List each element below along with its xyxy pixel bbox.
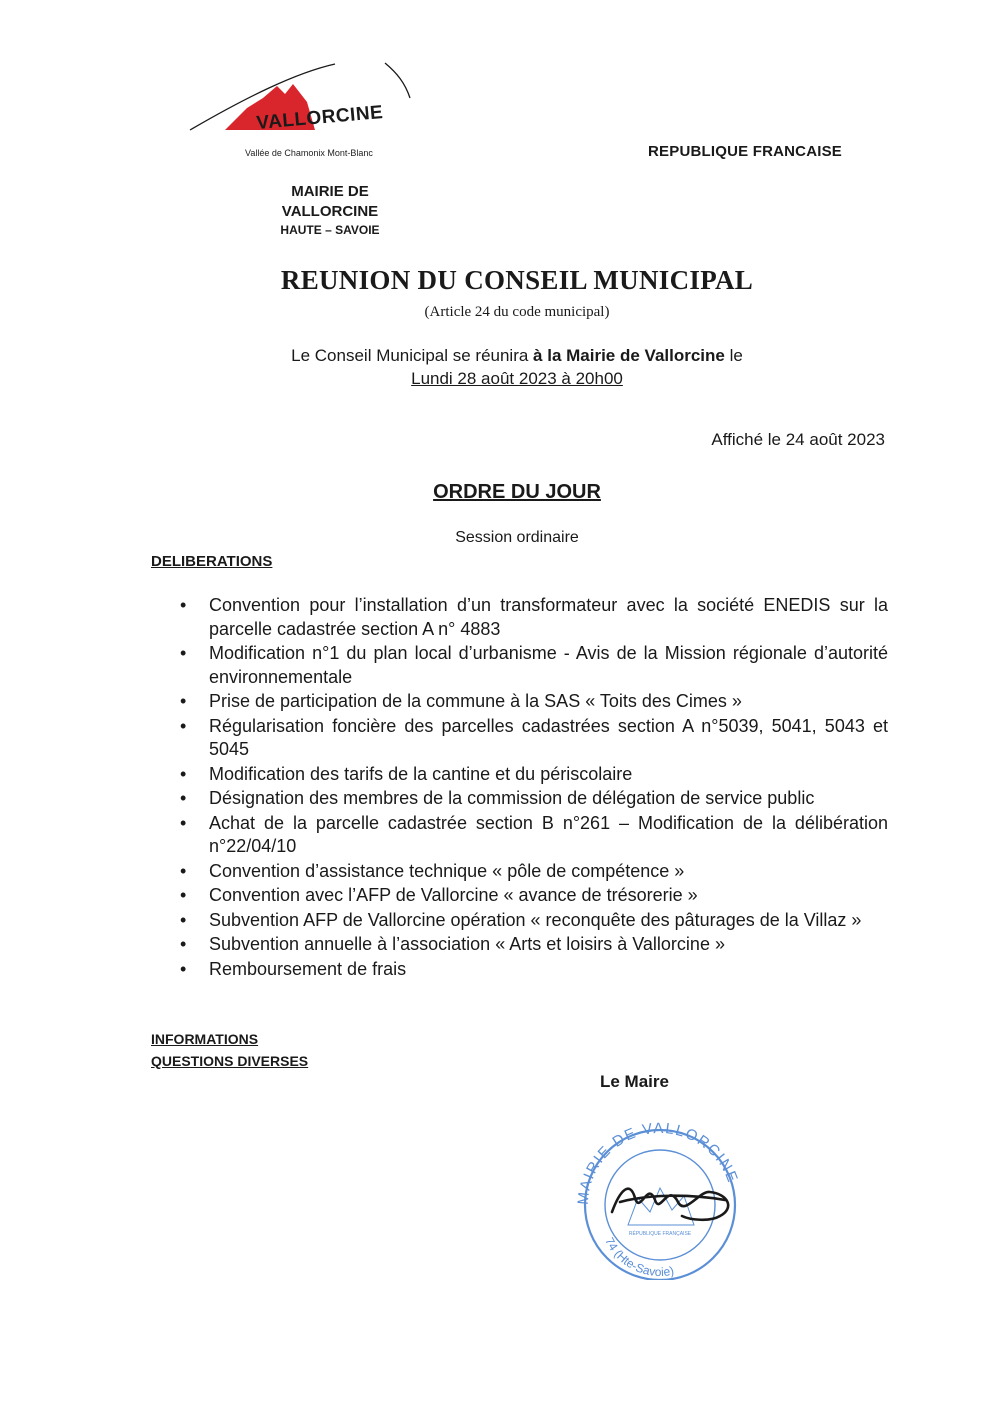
- convocation-text-after: le: [724, 346, 743, 365]
- bullet-icon: •: [180, 691, 187, 711]
- bullet-icon: •: [180, 812, 187, 833]
- list-item: [178, 787, 888, 811]
- bullet-icon: •: [180, 763, 187, 784]
- convocation-line: [0, 344, 1000, 367]
- signature-scribble: [612, 1189, 728, 1220]
- bullet-icon: •: [180, 860, 187, 881]
- list-item-text: Achat de la parcelle cadastrée section B n°261 – Modification de la délibération n°22/04/10: [209, 812, 888, 856]
- bullet-icon: •: [180, 643, 187, 663]
- session-type: Session ordinaire: [455, 529, 579, 546]
- list-item-text: Subvention annuelle à l’association « Arts et loisirs à Vallorcine »: [209, 934, 725, 954]
- list-item-text: Régularisation foncière des parcelles cadastrées section A n°5039, 5041, 5043 et 5045: [209, 715, 888, 759]
- convocation-place: à la Mairie de Vallorcine: [533, 346, 725, 365]
- bullet-icon: •: [180, 885, 187, 905]
- list-item: [178, 909, 888, 933]
- list-item-text: Désignation des membres de la commission de délégation de service public: [209, 788, 815, 808]
- bullet-icon: •: [180, 909, 187, 930]
- svg-text:RÉPUBLIQUE FRANÇAISE: RÉPUBLIQUE FRANÇAISE: [628, 1231, 692, 1237]
- deliberations-heading: DELIBERATIONS: [151, 553, 273, 570]
- ordre-du-jour-heading: ORDRE DU JOUR: [433, 481, 601, 503]
- list-item-text: Convention avec l’AFP de Vallorcine « avance de trésorerie »: [209, 885, 698, 905]
- svg-text:VALLORCINE: VALLORCINE: [255, 101, 385, 134]
- list-item: [178, 884, 888, 908]
- list-item: [178, 860, 888, 884]
- deliberations-list: [178, 594, 888, 982]
- convocation-text-before: Le Conseil Municipal se réunira: [291, 346, 534, 365]
- list-item: [178, 690, 888, 714]
- informations-heading: INFORMATIONS: [151, 1031, 259, 1047]
- mairie-line-3: HAUTE – SAVOIE: [280, 223, 380, 237]
- list-item: [178, 642, 888, 689]
- page-title: REUNION DU CONSEIL MUNICIPAL: [280, 265, 754, 295]
- bullet-icon: •: [180, 595, 187, 615]
- mairie-line-1: MAIRIE DE: [291, 183, 369, 200]
- meeting-date: Lundi 28 août 2023 à 20h00: [411, 369, 623, 388]
- logo-tagline: Vallée de Chamonix Mont-Blanc: [245, 148, 373, 158]
- republique-francaise: REPUBLIQUE FRANCAISE: [648, 143, 843, 160]
- list-item-text: Subvention AFP de Vallorcine opération « reconquête des pâturages de la Villaz »: [209, 909, 862, 930]
- list-item-text: Remboursement de frais: [209, 958, 407, 979]
- list-item: [178, 958, 888, 982]
- page-subtitle: (Article 24 du code municipal): [424, 304, 610, 320]
- bullet-icon: •: [180, 934, 187, 954]
- questions-diverses-heading: QUESTIONS DIVERSES: [151, 1053, 309, 1069]
- list-item-text: Modification n°1 du plan local d’urbanisme - Avis de la Mission régionale d’autorité environnementale: [209, 643, 888, 687]
- list-item-text: Prise de participation de la commune à la SAS « Toits des Cimes »: [209, 691, 742, 711]
- bullet-icon: •: [180, 958, 187, 979]
- list-item: [178, 812, 888, 859]
- mairie-block: [255, 182, 405, 238]
- mairie-stamp-and-signature: [560, 1120, 760, 1280]
- list-item-text: Convention pour l’installation d’un transformateur avec la société ENEDIS sur la parcelle cadastrée section A n° 4883: [209, 595, 888, 639]
- svg-text:MAIRIE DE VALLORCINE: MAIRIE DE VALLORCINE: [574, 1120, 742, 1206]
- affiche-date: Affiché le 24 août 2023: [711, 430, 885, 449]
- le-maire-label: Le Maire: [600, 1072, 669, 1091]
- convocation: [0, 344, 1000, 390]
- list-item-text: Convention d’assistance technique « pôle de compétence »: [209, 860, 685, 881]
- list-item: [178, 933, 888, 957]
- bullet-icon: •: [180, 715, 187, 736]
- list-item: [178, 594, 888, 641]
- list-item-text: Modification des tarifs de la cantine et du périscolaire: [209, 763, 633, 784]
- bullet-icon: •: [180, 788, 187, 808]
- list-item: [178, 715, 888, 762]
- list-item: [178, 763, 888, 787]
- mairie-line-2: VALLORCINE: [281, 203, 379, 220]
- svg-text:74 (Hte-Savoie): 74 (Hte-Savoie): [602, 1235, 676, 1280]
